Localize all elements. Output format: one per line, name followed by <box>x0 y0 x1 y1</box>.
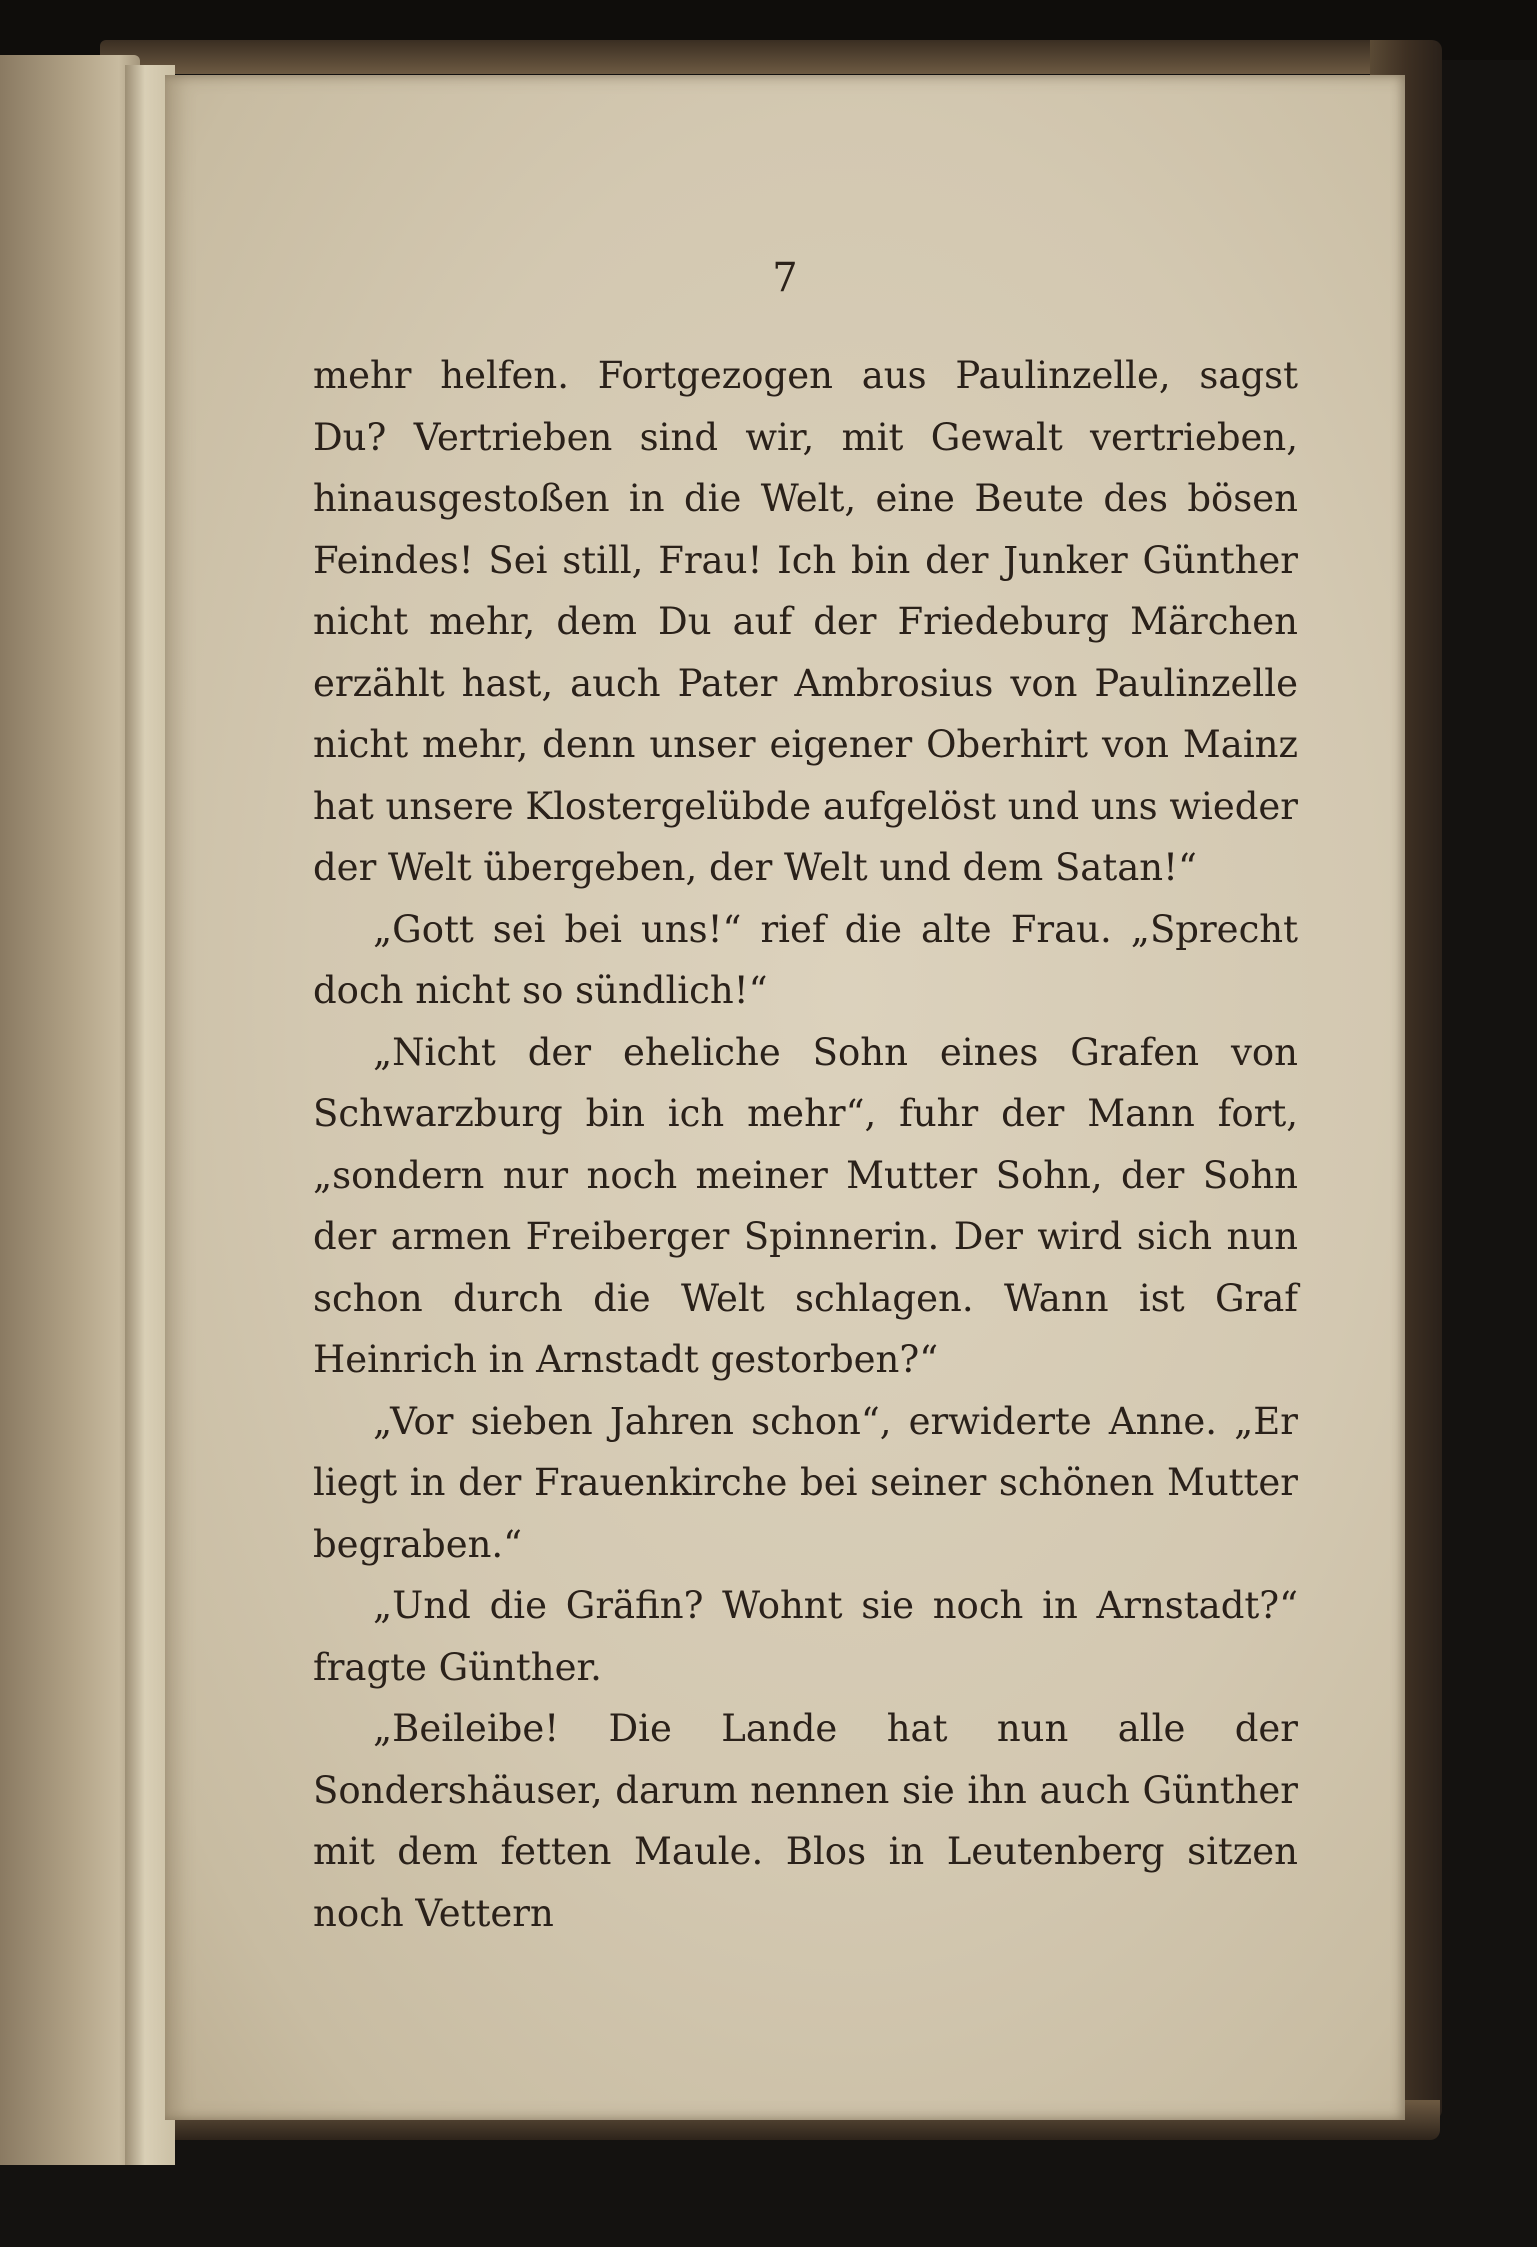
book-page <box>165 75 1405 2120</box>
left-page-edge <box>0 55 140 2165</box>
paragraph: mehr helfen. Fortgezogen aus Paulinzelle, sagst Du? Vertrieben sind wir, mit Gewalt vertrieben, hinausgestoßen in die Welt, eine Beute des bösen Feindes! Sei still, Frau! Ich bin der Junker Günther nicht mehr, dem Du auf der Friedeburg Märchen erzählt hast, auch Pater Ambrosius von Paulinzelle nicht mehr, denn unser eigener Oberhirt von Mainz hat unsere Klostergelübde aufgelöst und uns wieder der Welt übergeben, der Welt und dem Satan!“ <box>313 354 1298 889</box>
page-text <box>313 345 1298 1944</box>
paragraph: „Vor sieben Jahren schon“, erwiderte Anne. „Er liegt in der Frauenkirche bei seiner schönen Mutter begraben.“ <box>313 1399 1298 1566</box>
paragraph: „Beileibe! Die Lande hat nun alle der Sondershäuser, darum nennen sie ihn auch Günther mit dem fetten Maule. Blos in Leutenberg sitzen noch Vettern <box>313 1707 1298 1935</box>
paragraph: „Nicht der eheliche Sohn eines Grafen von Schwarzburg bin ich mehr“, fuhr der Mann fort, „sondern nur noch meiner Mutter Sohn, der Sohn der armen Freiberger Spinnerin. Der wird sich nun schon durch die Welt schlagen. Wann ist Graf Heinrich in Arnstadt gestorben?“ <box>313 1030 1298 1381</box>
paragraph: „Gott sei bei uns!“ rief die alte Frau. „Sprecht doch nicht so sündlich!“ <box>313 907 1298 1012</box>
page-number: 7 <box>772 255 798 301</box>
paragraph: „Und die Gräfin? Wohnt sie noch in Arnstadt?“ fragte Günther. <box>313 1584 1298 1689</box>
book-cover-top-edge <box>100 40 1430 74</box>
